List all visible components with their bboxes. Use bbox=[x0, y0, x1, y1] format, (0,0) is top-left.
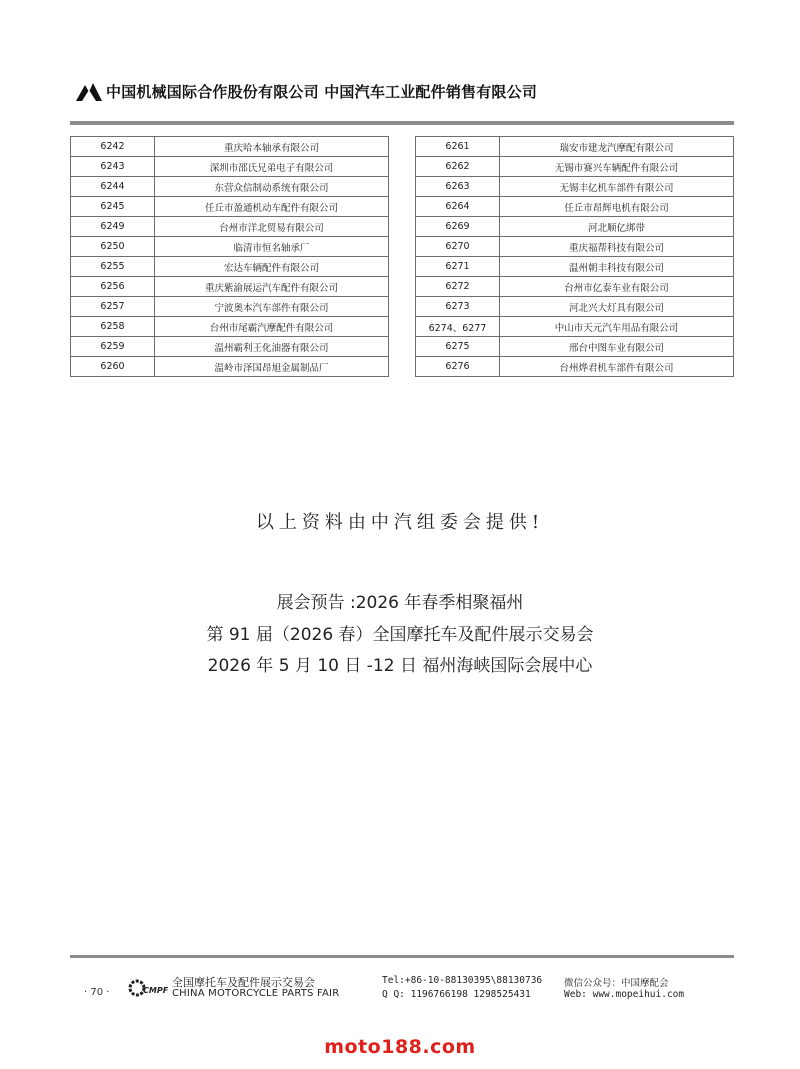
table-row bbox=[416, 297, 734, 317]
exhibitor-name: 重庆紫渝展运汽车配件有限公司 bbox=[155, 277, 389, 297]
exhibitor-name: 中山市天元汽车用品有限公司 bbox=[500, 317, 734, 337]
footer-divider bbox=[70, 955, 734, 958]
booth-number: 6258 bbox=[71, 317, 155, 337]
table-row bbox=[416, 157, 734, 177]
table-row bbox=[71, 337, 389, 357]
booth-number: 6269 bbox=[416, 217, 500, 237]
booth-number: 6270 bbox=[416, 237, 500, 257]
fair-name-cn: 全国摩托车及配件展示交易会 bbox=[172, 976, 315, 989]
exhibitor-name: 无锡市赛兴车辆配件有限公司 bbox=[500, 157, 734, 177]
table-row bbox=[71, 197, 389, 217]
booth-number: 6244 bbox=[71, 177, 155, 197]
wechat-account: 微信公众号：中国摩配会 bbox=[564, 978, 669, 989]
booth-number: 6260 bbox=[71, 357, 155, 377]
booth-number: 6243 bbox=[71, 157, 155, 177]
qq-numbers: Q Q: 1196766198 1298525431 bbox=[382, 989, 531, 1000]
table-row bbox=[71, 217, 389, 237]
booth-number: 6264 bbox=[416, 197, 500, 217]
table-row bbox=[71, 317, 389, 337]
exhibitor-name: 重庆哈本轴承有限公司 bbox=[155, 137, 389, 157]
booth-number: 6276 bbox=[416, 357, 500, 377]
booth-number: 6275 bbox=[416, 337, 500, 357]
exhibitor-table-right-body bbox=[416, 137, 734, 377]
telephone: Tel:+86-10-88130395\88130736 bbox=[382, 975, 543, 986]
table-row bbox=[416, 277, 734, 297]
booth-number: 6245 bbox=[71, 197, 155, 217]
exhibitor-name: 台州烨君机车部件有限公司 bbox=[500, 357, 734, 377]
table-row bbox=[416, 317, 734, 337]
exhibitor-table-left bbox=[70, 136, 389, 377]
table-row bbox=[416, 217, 734, 237]
page-header bbox=[76, 78, 736, 104]
header-divider bbox=[70, 121, 734, 125]
booth-number: 6249 bbox=[71, 217, 155, 237]
exhibitor-name: 任丘市昂辉电机有限公司 bbox=[500, 197, 734, 217]
exhibition-preview-line-3: 2026 年 5 月 10 日 -12 日 福州海峡国际会展中心 bbox=[207, 656, 593, 676]
booth-number: 6272 bbox=[416, 277, 500, 297]
company-logo-icon bbox=[76, 81, 102, 101]
page-number: · 70 · bbox=[84, 987, 110, 998]
booth-number: 6242 bbox=[71, 137, 155, 157]
table-row bbox=[416, 237, 734, 257]
exhibitor-name: 瑞安市建龙汽摩配有限公司 bbox=[500, 137, 734, 157]
table-row bbox=[416, 177, 734, 197]
exhibitor-name: 邢台中图车业有限公司 bbox=[500, 337, 734, 357]
cmpf-logo-icon bbox=[128, 976, 169, 1000]
table-row bbox=[71, 157, 389, 177]
booth-number: 6262 bbox=[416, 157, 500, 177]
booth-number: 6271 bbox=[416, 257, 500, 277]
table-row bbox=[416, 257, 734, 277]
exhibitor-name: 温州霸利王化油器有限公司 bbox=[155, 337, 389, 357]
watermark-site: moto188.com bbox=[324, 1036, 476, 1058]
table-row bbox=[71, 237, 389, 257]
table-row bbox=[71, 137, 389, 157]
exhibitor-name: 河北顺亿绑带 bbox=[500, 217, 734, 237]
booth-number: 6261 bbox=[416, 137, 500, 157]
table-row bbox=[416, 357, 734, 377]
exhibitor-name: 深圳市邵氏兄弟电子有限公司 bbox=[155, 157, 389, 177]
booth-number: 6273 bbox=[416, 297, 500, 317]
exhibitor-name: 宁波奥本汽车部件有限公司 bbox=[155, 297, 389, 317]
booth-number: 6250 bbox=[71, 237, 155, 257]
table-row bbox=[416, 137, 734, 157]
booth-number: 6263 bbox=[416, 177, 500, 197]
table-row bbox=[71, 257, 389, 277]
cmpf-logo-text: CMPF bbox=[143, 986, 169, 995]
exhibitor-name: 台州市洋北贸易有限公司 bbox=[155, 217, 389, 237]
exhibitor-name: 重庆福帮科技有限公司 bbox=[500, 237, 734, 257]
exhibitor-table-right bbox=[415, 136, 734, 377]
booth-number: 6256 bbox=[71, 277, 155, 297]
exhibitor-name: 台州市亿泰车业有限公司 bbox=[500, 277, 734, 297]
company-names: 中国机械国际合作股份有限公司 中国汽车工业配件销售有限公司 bbox=[106, 82, 538, 101]
exhibitor-name: 温州朝丰科技有限公司 bbox=[500, 257, 734, 277]
booth-number: 6255 bbox=[71, 257, 155, 277]
exhibitor-name: 台州市尾霸汽摩配件有限公司 bbox=[155, 317, 389, 337]
table-row bbox=[71, 277, 389, 297]
exhibitor-name: 临清市恒名轴承厂 bbox=[155, 237, 389, 257]
table-row bbox=[71, 177, 389, 197]
exhibitor-table-left-body bbox=[71, 137, 389, 377]
fair-name-en: CHINA MOTORCYCLE PARTS FAIR bbox=[172, 988, 340, 999]
exhibitor-name: 温岭市泽国昂旭金属制品厂 bbox=[155, 357, 389, 377]
data-source-note: 以上资料由中汽组委会提供! bbox=[255, 512, 545, 533]
booth-number: 6259 bbox=[71, 337, 155, 357]
exhibitor-name: 东营众信制动系统有限公司 bbox=[155, 177, 389, 197]
table-row bbox=[416, 197, 734, 217]
exhibitor-name: 宏达车辆配件有限公司 bbox=[155, 257, 389, 277]
exhibitor-name: 任丘市盈通机动车配件有限公司 bbox=[155, 197, 389, 217]
exhibitor-name: 无锡丰亿机车部件有限公司 bbox=[500, 177, 734, 197]
booth-number: 6274、6277 bbox=[416, 317, 500, 337]
exhibition-preview-line-2: 第 91 届（2026 春）全国摩托车及配件展示交易会 bbox=[206, 625, 594, 645]
exhibitor-name: 河北兴大灯具有限公司 bbox=[500, 297, 734, 317]
table-row bbox=[71, 297, 389, 317]
table-row bbox=[71, 357, 389, 377]
exhibition-preview-line-1: 展会预告 :2026 年春季相聚福州 bbox=[276, 593, 524, 613]
booth-number: 6257 bbox=[71, 297, 155, 317]
website-url: Web: www.mopeihui.com bbox=[564, 989, 685, 1000]
table-row bbox=[416, 337, 734, 357]
